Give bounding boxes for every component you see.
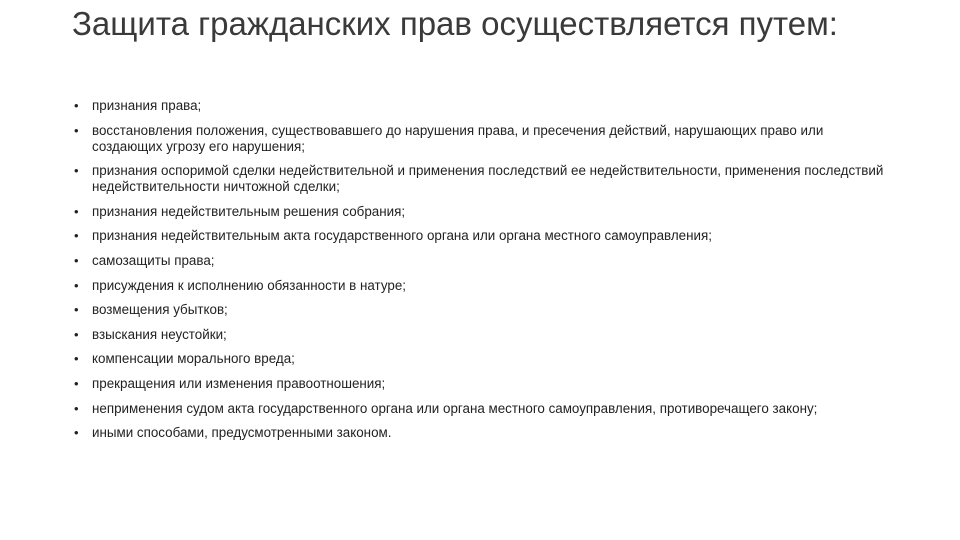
list-item-text: самозащиты права; <box>92 252 215 268</box>
list-item <box>72 204 892 220</box>
list-item-text: взыскания неустойки; <box>92 326 227 342</box>
list-item <box>72 425 892 441</box>
list-item-text: неприменения судом акта государственного органа или органа местного самоуправления, противоречащего закону; <box>92 400 818 416</box>
slide-title: Защита гражданских прав осуществляется путем: <box>72 5 838 42</box>
list-item <box>72 351 892 367</box>
list-item-text: восстановления положения, существовавшего до нарушения права, и пресечения действий, нарушающих право или создающих угрозу его нарушения; <box>92 122 824 154</box>
bullet-dot-icon: • <box>74 252 79 268</box>
list-item-text: прекращения или изменения правоотношения; <box>92 375 386 391</box>
bullet-dot-icon: • <box>74 400 79 416</box>
list-item <box>72 278 892 294</box>
list-item <box>72 123 892 155</box>
bullet-list <box>72 98 892 450</box>
bullet-dot-icon: • <box>74 277 79 293</box>
list-item-text: иными способами, предусмотренными законом. <box>92 425 392 441</box>
bullet-dot-icon: • <box>74 163 79 179</box>
list-item-text: присуждения к исполнению обязанности в натуре; <box>92 277 406 293</box>
list-item <box>72 228 892 244</box>
bullet-dot-icon: • <box>74 375 79 391</box>
list-item <box>72 253 892 269</box>
bullet-dot-icon: • <box>74 425 79 441</box>
bullet-dot-icon: • <box>74 203 79 219</box>
bullet-dot-icon: • <box>74 302 79 318</box>
list-item <box>72 327 892 343</box>
bullet-dot-icon: • <box>74 228 79 244</box>
bullet-dot-icon: • <box>74 122 79 138</box>
list-item <box>72 302 892 318</box>
list-item-text: возмещения убытков; <box>92 302 228 318</box>
list-item <box>72 98 892 114</box>
list-item-text: компенсации морального вреда; <box>92 351 295 367</box>
list-item-text: признания недействительным акта государственного органа или органа местного самоуправления; <box>92 228 712 244</box>
list-item-text: признания недействительным решения собрания; <box>92 203 406 219</box>
list-item <box>72 163 892 195</box>
bullet-dot-icon: • <box>74 326 79 342</box>
list-item <box>72 376 892 392</box>
list-item-text: признания оспоримой сделки недействительной и применения последствий ее недействительности, применения последствий недействительности ничтожной сделки; <box>92 163 884 195</box>
list-item-text: признания права; <box>92 98 202 113</box>
bullet-dot-icon: • <box>74 351 79 367</box>
bullet-dot-icon: • <box>74 98 79 113</box>
list-item <box>72 401 892 417</box>
